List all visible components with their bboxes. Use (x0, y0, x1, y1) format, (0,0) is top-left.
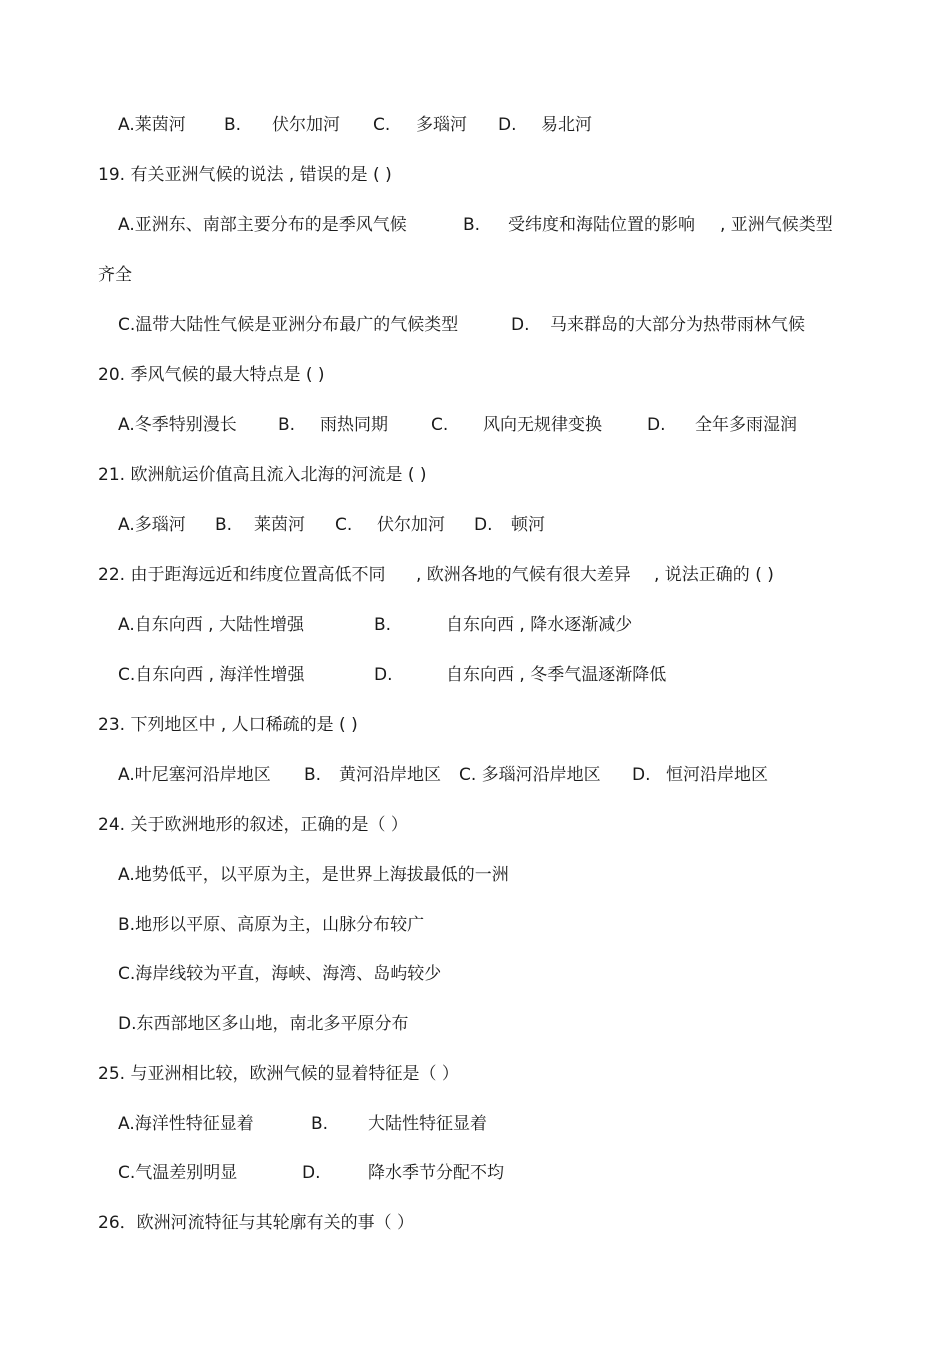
q18-option-b-text: 伏尔加河 (272, 115, 340, 135)
q24-option-d: D.东西部地区多山地，南北多平原分布 (118, 1014, 409, 1034)
q22-stem-part2: , 欧洲各地的气候有很大差异 (416, 565, 631, 585)
q22-option-a: A.自东向西 , 大陆性增强 (118, 615, 304, 635)
q19-option-d-text: 马来群岛的大部分为热带雨林气候 (550, 315, 805, 335)
q19-option-d-letter: D. (511, 315, 530, 335)
q23-option-c: C. 多瑙河沿岸地区 (459, 765, 601, 785)
q25-option-d-text: 降水季节分配不均 (368, 1163, 504, 1183)
q20-option-b-letter: B. (278, 415, 296, 435)
q25-option-d-letter: D. (302, 1163, 321, 1183)
q23-option-b-text: 黄河沿岸地区 (339, 765, 441, 785)
q26-stem: 26．欧洲河流特征与其轮廓有关的事（ ） (98, 1213, 415, 1233)
q21-option-c-text: 伏尔加河 (377, 515, 445, 535)
q19-option-a: A.亚洲东、南部主要分布的是季风气候 (118, 215, 407, 235)
q20-option-d-letter: D. (647, 415, 666, 435)
q23-stem: 23. 下列地区中 , 人口稀疏的是 ( ) (98, 715, 358, 735)
q25-option-b-letter: B. (311, 1114, 329, 1134)
q20-stem: 20. 季风气候的最大特点是 ( ) (98, 365, 325, 385)
q23-option-d-letter: D. (632, 765, 651, 785)
q21-option-d-letter: D. (474, 515, 493, 535)
q21-option-b-text: 莱茵河 (254, 515, 305, 535)
q18-option-d-letter: D. (498, 115, 517, 135)
q21-option-a: A.多瑙河 (118, 515, 186, 535)
q19-stem: 19. 有关亚洲气候的说法 , 错误的是 ( ) (98, 165, 392, 185)
q19-option-b-wrap: 齐全 (98, 265, 132, 285)
q24-option-b: B.地形以平原、高原为主，山脉分布较广 (118, 915, 425, 935)
q22-option-b-letter: B. (374, 615, 392, 635)
q21-option-c-letter: C. (335, 515, 353, 535)
q20-option-a: A.冬季特别漫长 (118, 415, 237, 435)
q21-stem: 21. 欧洲航运价值高且流入北海的河流是 ( ) (98, 465, 427, 485)
q18-option-a: A.莱茵河 (118, 115, 186, 135)
q19-option-b-letter: B. (463, 215, 481, 235)
q18-option-d-text: 易北河 (541, 115, 592, 135)
q20-option-b-text: 雨热同期 (320, 415, 388, 435)
q23-option-d-text: 恒河沿岸地区 (666, 765, 768, 785)
q18-option-c-letter: C. (373, 115, 391, 135)
q25-stem: 25. 与亚洲相比较，欧洲气候的显着特征是（ ） (98, 1064, 459, 1084)
q25-option-b-text: 大陆性特征显着 (368, 1114, 487, 1134)
q24-stem: 24. 关于欧洲地形的叙述，正确的是（ ） (98, 815, 408, 835)
q19-option-c: C.温带大陆性气候是亚洲分布最广的气候类型 (118, 315, 459, 335)
q20-option-c-letter: C. (431, 415, 449, 435)
q19-option-b-text: 受纬度和海陆位置的影响 (508, 215, 695, 235)
q24-option-c: C.海岸线较为平直，海峡、海湾、岛屿较少 (118, 964, 442, 984)
q23-option-b-letter: B. (304, 765, 322, 785)
q20-option-c-text: 风向无规律变换 (483, 415, 602, 435)
q20-option-d-text: 全年多雨湿润 (695, 415, 797, 435)
q18-option-b-letter: B. (224, 115, 242, 135)
q21-option-d-text: 顿河 (511, 515, 545, 535)
q19-option-b-text-cont: , 亚洲气候类型 (720, 215, 833, 235)
q21-option-b-letter: B. (215, 515, 233, 535)
q23-option-a: A.叶尼塞河沿岸地区 (118, 765, 271, 785)
q25-option-c: C.气温差别明显 (118, 1163, 238, 1183)
q18-option-c-text: 多瑙河 (416, 115, 467, 135)
q22-option-b-text: 自东向西 , 降水逐渐减少 (446, 615, 633, 635)
q22-stem-part3: , 说法正确的 ( ) (654, 565, 774, 585)
q22-stem-part1: 22. 由于距海远近和纬度位置高低不同 (98, 565, 386, 585)
q22-option-d-letter: D. (374, 665, 393, 685)
q22-option-d-text: 自东向西 , 冬季气温逐渐降低 (446, 665, 667, 685)
q24-option-a: A.地势低平，以平原为主，是世界上海拔最低的一洲 (118, 865, 509, 885)
q25-option-a: A.海洋性特征显着 (118, 1114, 254, 1134)
q22-option-c: C.自东向西 , 海洋性增强 (118, 665, 305, 685)
